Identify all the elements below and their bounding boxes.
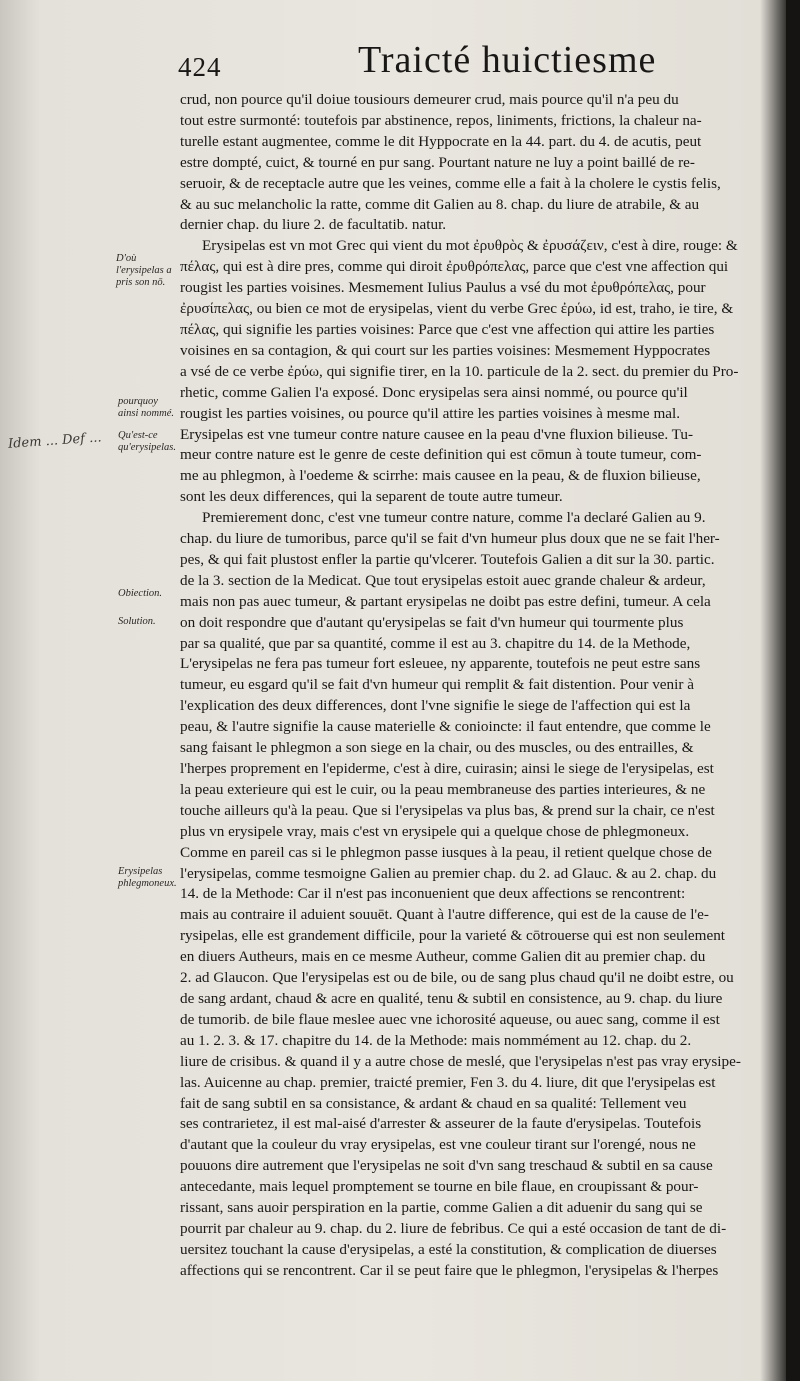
text-line: on doit respondre que d'autant qu'erysipelas se fait d'vn humeur qui tourmente plus <box>180 613 684 631</box>
text-line: l'herpes proprement en l'epiderme, c'est à dire, cuirasin; ainsi le siege de l'erysipelas, est <box>180 760 714 777</box>
text-line: tumeur, eu esgard qu'il se fait d'vn humeur qui remplit & fait distention. Pour venir à <box>180 676 694 694</box>
text-line: pourrit par chaleur au 9. chap. du 2. liure de febribus. Ce qui a esté occasion de tant de di- <box>180 1219 727 1237</box>
text-line: me au phlegmon, à l'oedeme & scirrhe: mais causee en la peau, & de fluxion bilieuse, <box>180 467 701 485</box>
text-line: tout estre surmonté: toutefois par abstinence, repos, liniments, frictions, la chaleur na- <box>180 111 702 129</box>
text-line: mais au contraire il aduient souuēt. Quant à l'autre difference, qui est de la cause de l'e- <box>180 906 709 924</box>
text-line: plus vn erysipele vray, mais c'est vn erysipele qui a quelque chose de phlegmoneux. <box>180 822 690 840</box>
margin-note-name-origin: D'où l'erysipelas a pris son nō. <box>116 253 172 288</box>
text-line: sang faisant le phlegmon a son siege en la chair, ou des muscles, ou des entrailles, & <box>180 739 694 757</box>
text-line: au 1. 2. 3. & 17. chapitre du 14. de la Methode: mais nommément au 12. chap. du 2. <box>180 1031 692 1049</box>
text-line: liure de crisibus. & quand il y a autre chose de meslé, que l'erysipelas n'est pas vray erysipe- <box>180 1052 741 1070</box>
text-line: ses contrarietez, il est mal-aisé d'arrester & asseurer de la faute d'erysipelas. Toutefois <box>180 1115 702 1133</box>
text-line: d'autant que la couleur du vray erysipelas, est vne couleur tirant sur l'orengé, nous ne <box>180 1136 696 1154</box>
text-line: dernier chap. du liure 2. de facultatib. natur. <box>180 216 447 234</box>
text-line: de sang ardant, chaud & acre en qualité, tenu & subtil en consistence, au 9. chap. du liure <box>180 989 723 1007</box>
text-line: antecedante, mais lequel promptement se tourne en bile flaue, en croupissant & pour- <box>180 1178 699 1196</box>
page-number: 424 <box>178 52 222 82</box>
text-line: Erysipelas est vne tumeur contre nature causee en la peau d'vne fluxion bilieuse. Tu- <box>180 425 694 443</box>
text-line: voisines en sa contagion, & qui court sur les parties voisines: Mesmement Hyppocrates <box>180 341 711 359</box>
text-line: uersitez touchant la cause d'erysipelas, a esté la constitution, & complication de diuerses <box>180 1240 717 1258</box>
text-line: crud, non pource qu'il doiue tousiours demeurer crud, mais pource qu'il n'a peu du <box>180 91 679 108</box>
text-line: sont les deux differences, qui la separent de toute autre tumeur. <box>180 488 563 506</box>
text-line: de la 3. section de la Medicat. Que tout erysipelas estoit auec grande chaleur & ardeur, <box>180 571 706 589</box>
text-line: las. Auicenne au chap. premier, traicté premier, Fen 3. du 4. liure, dit que l'erysipelas est <box>180 1073 716 1091</box>
page-gutter-shadow <box>786 0 800 1381</box>
handwritten-annotation: Idem ... Def ... <box>7 430 103 452</box>
text-line: L'erysipelas ne fera pas tumeur fort esleuee, ny apparente, toutefois ne peut estre sans <box>180 655 701 673</box>
margin-note-why-named: pourquoy ainsi nommé. <box>118 396 174 419</box>
text-line: ἐρυσίπελας, ou bien ce mot de erysipelas, vient du verbe Grec ἐρύω, id est, traho, ie tire, & <box>180 300 734 318</box>
text-line: chap. du liure de tumoribus, parce qu'il se fait d'vn humeur plus doux que ne se fait l'her- <box>180 530 720 548</box>
text-line: πέλας, qui signifie les parties voisines: Parce que c'est vne affection qui attire les parties <box>180 320 715 338</box>
text-line: Erysipelas est vn mot Grec qui vient du mot ἐρυθρὸς & ἐρυσάζειν, c'est à dire, rouge: & <box>202 237 738 255</box>
text-line: turelle estant augmentee, comme le dit Hyppocrate en la 44. part. du 4. de acutis, peut <box>180 132 702 150</box>
text-line: πέλας, qui est à dire pres, comme qui diroit ἐρυθρόπελας, parce que c'est vne affection qui <box>180 258 729 276</box>
text-line: l'erysipelas, comme tesmoigne Galien au premier chap. du 2. ad Glauc. & au 2. chap. du <box>180 864 717 882</box>
text-line: rhetic, comme Galien l'a exposé. Donc erysipelas sera ainsi nommé, ou pource qu'il <box>180 383 688 401</box>
text-line: estre dompté, cuict, & tourné en pur sang. Pourtant nature ne luy a point baillé de re- <box>180 153 695 171</box>
margin-note-solution: Solution. <box>118 616 156 627</box>
text-line: & au suc melancholic la ratte, comme dit Galien au 8. chap. du liure de atrabile, & au <box>180 195 700 213</box>
text-line: pouuons dire autrement que l'erysipelas ne soit d'vn sang treschaud & subtil en sa cause <box>180 1157 713 1175</box>
margin-note-phlegmonous: Erysipelas phlegmoneux. <box>118 866 177 889</box>
text-line: de tumorib. de bile flaue meslee auec vne ichorosité aqueuse, ou auec sang, comme il est <box>180 1010 720 1028</box>
text-line: seruoir, & de receptacle autre que les veines, comme elle a fait à la cholere le cystis felis, <box>180 174 721 192</box>
text-line: mais non pas auec tumeur, & partant erysipelas ne doibt pas estre defini, tumeur. A cela <box>180 592 711 610</box>
text-line: rougist les parties voisines. Mesmement Iulius Paulus a vsé du mot ἐρυθρόπελας, pour <box>180 279 706 297</box>
text-line: peau, & l'autre signifie la cause materielle & conioincte: il faut entendre, que comme le <box>180 718 711 736</box>
text-line: en diuers Autheurs, mais en ce mesme Autheur, comme Galien dit au premier chap. du <box>180 948 706 966</box>
running-title: Traicté huictiesme <box>358 39 657 81</box>
text-line: rysipelas, elle est grandement difficile, pour la varieté & cōtrouerse qui est non seulement <box>180 927 726 945</box>
text-line: touche ailleurs qu'à la peau. Que si l'erysipelas va plus bas, & prend sur la chair, ce n'est <box>180 801 715 819</box>
text-line: fait de sang subtil en sa consistance, & ardant & chaud en sa qualité: Tellement veu <box>180 1094 687 1112</box>
text-line: pes, & qui fait plustost enfler la partie qu'vlcerer. Toutefois Galien a dit sur la 30. partic. <box>180 550 715 568</box>
text-line: rissant, sans auoir perspiration en la partie, comme Galien a dit aduenir du sang qui se <box>180 1199 703 1217</box>
text-line: Premierement donc, c'est vne tumeur contre nature, comme l'a declaré Galien au 9. <box>202 509 706 527</box>
text-line: la peau exterieure qui est le cuir, ou la peau membraneuse des parties interieures, & ne <box>180 780 706 798</box>
text-line: l'explication des deux differences, dont l'vne signifie le siege de l'affection qui est la <box>180 697 691 715</box>
text-line: Comme en pareil cas si le phlegmon passe iusques à la peau, il retient quelque chose de <box>180 843 712 861</box>
text-line: 2. ad Glaucon. Que l'erysipelas est ou de bile, ou de sang plus chaud qu'il ne doibt estre, ou <box>180 969 734 987</box>
margin-note-definition: Qu'est-ce qu'erysipelas. <box>118 430 176 453</box>
text-line: 14. de la Methode: Car il n'est pas inconuenient que deux affections se rencontrent: <box>180 885 686 903</box>
text-line: par sa qualité, que par sa quantité, comme il est au 3. chapitre du 14. de la Methode, <box>180 634 691 652</box>
text-line: a vsé de ce verbe ἐρύω, qui signifie tirer, en la 10. particule de la 2. sect. du premier du Pro- <box>180 362 739 380</box>
body-text <box>180 90 770 1282</box>
text-line: rougist les parties voisines, ou pource qu'il attire les parties voisines à mesme mal. <box>180 404 681 422</box>
text-line: affections qui se rencontrent. Car il se peut faire que le phlegmon, l'erysipelas & l'herpes <box>180 1261 719 1279</box>
margin-note-objection: Obiection. <box>118 588 163 599</box>
text-line: meur contre nature est le genre de ceste definition qui est cōmun à toute tumeur, com- <box>180 446 702 464</box>
